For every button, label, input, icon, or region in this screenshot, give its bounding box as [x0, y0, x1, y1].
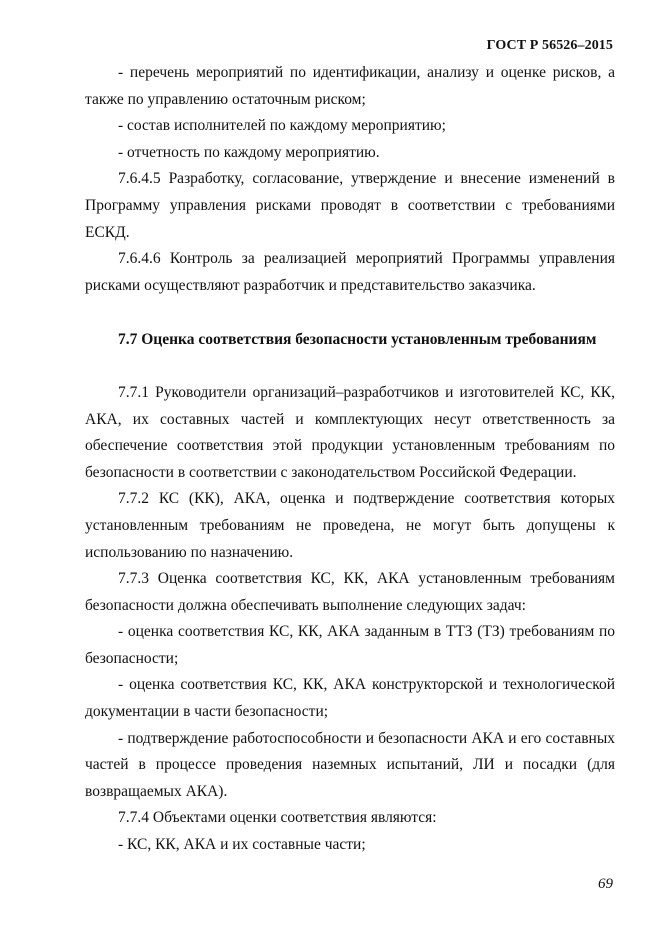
list-item-documentation-conformity: - оценка соответствия КС, КК, АКА конструкторской и технологической документации в части безопасности;	[85, 676, 615, 721]
section-title-7-7: 7.7 Оценка соответствия безопасности установленным требованиям	[118, 331, 597, 349]
paragraph-7-7-1: 7.7.1 Руководители организаций–разработчиков и изготовителей КС, КК, АКА, их составных частей и комплектующих несут ответственность за обеспечение соответствия этой продукции установленным требованиям по безопасности в соответствии с законодательством Российской Федерации.	[85, 383, 615, 481]
paragraph-7-7-3: 7.7.3 Оценка соответствия КС, КК, АКА установленным требованиям безопасности должна обеспечивать выполнение следующих задач:	[85, 570, 615, 614]
document-body	[85, 60, 615, 859]
list-item-tz-conformity: - оценка соответствия КС, КК, АКА заданным в ТТЗ (ТЗ) требованиям по безопасности;	[85, 623, 615, 667]
page-number: 69	[598, 876, 613, 892]
paragraph-7-7-2: 7.7.2 КС (КК), АКА, оценка и подтверждение соответствия которых установленным требованиям не проведена, не могут быть допущены к использованию по назначению.	[85, 490, 615, 561]
list-item-assessment-objects: - КС, КК, АКА и их составные части;	[118, 836, 366, 854]
paragraph-7-6-4-5: 7.6.4.5 Разработку, согласование, утверждение и внесение изменений в Программу управления рисками проводят в соответствии с требованиями ЕСКД.	[85, 170, 615, 241]
paragraph-7-7-4: 7.7.4 Объектами оценки соответствия являются:	[118, 809, 437, 827]
list-item-operability-confirmation: - подтверждение работоспособности и безопасности АКА и его составных частей в процессе проведения наземных испытаний, ЛИ и посадки (для возвращаемых АКА).	[85, 729, 615, 800]
list-item-reporting: - отчетность по каждому мероприятию.	[118, 143, 380, 161]
paragraph-7-6-4-6: 7.6.4.6 Контроль за реализацией мероприятий Программы управления рисками осуществляют разработчик и представительство заказчика.	[85, 250, 615, 294]
list-item-executors: - состав исполнителей по каждому мероприятию;	[118, 117, 446, 135]
document-code-header: ГОСТ Р 56526–2015	[486, 38, 613, 53]
list-item-risk-measures: - перечень мероприятий по идентификации, анализу и оценке рисков, а также по управлению остаточным риском;	[85, 64, 615, 108]
